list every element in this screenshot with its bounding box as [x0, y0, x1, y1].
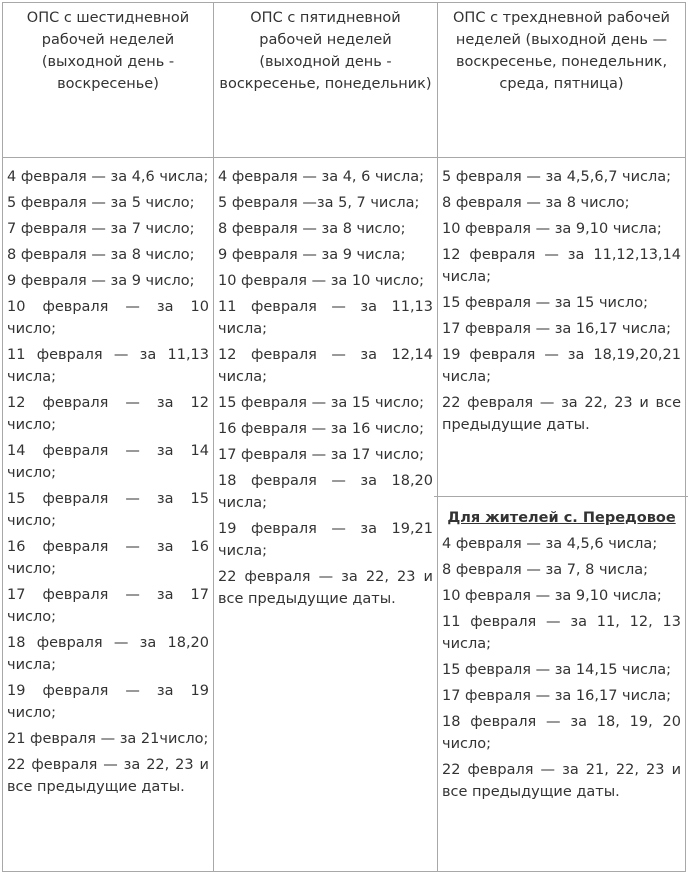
- schedule-entry: 22 февраля — за 21, 22, 23 и все предыдущие даты.: [442, 762, 681, 800]
- schedule-entry: 4 февраля — за 4, 6 числа;: [218, 169, 424, 185]
- header-six-day: ОПС с шестидневной рабочей неделей (выходной день - воскресенье): [3, 3, 214, 158]
- header-three-day: ОПС с трехдневной рабочей неделей (выходной день — воскресенье, понедельник, среда, пятница): [438, 3, 686, 158]
- header-row: [3, 3, 686, 158]
- schedule-entry: 12 февраля — за 12,14 числа;: [218, 347, 433, 385]
- schedule-entry: 12 февраля — за 12 число;: [7, 395, 209, 433]
- schedule-entry: 7 февраля — за 7 число;: [7, 221, 195, 237]
- schedule-entry: 11 февраля — за 11, 12, 13 числа;: [442, 614, 681, 652]
- six-day-schedule: [3, 158, 214, 872]
- schedule-entry: 5 февраля — за 5 число;: [7, 195, 195, 211]
- schedule-entry: 9 февраля — за 9 числа;: [218, 247, 406, 263]
- schedule-entry: 8 февраля — за 8 число;: [218, 221, 406, 237]
- schedule-entry: 4 февраля — за 4,6 числа;: [7, 169, 209, 185]
- schedule-entry: 22 февраля — за 22, 23 и все предыдущие даты.: [218, 569, 433, 607]
- schedule-entry: 11 февраля — за 11,13 числа;: [218, 299, 433, 337]
- schedule-entry: 22 февраля — за 22, 23 и все предыдущие даты.: [7, 757, 209, 795]
- schedule-entry: 21 февраля — за 21число;: [7, 731, 209, 747]
- schedule-entry: 9 февраля — за 9 число;: [7, 273, 195, 289]
- schedule-entry: 10 февраля — за 10 число;: [7, 299, 209, 337]
- section-divider: [434, 496, 688, 497]
- schedule-entry: 4 февраля — за 4,5,6 числа;: [442, 536, 658, 552]
- schedule-entry: 15 февраля — за 15 число;: [218, 395, 424, 411]
- schedule-entry: 19 февраля — за 19,21 числа;: [218, 521, 433, 559]
- schedule-entry: 16 февраля — за 16 число;: [218, 421, 424, 437]
- peredovoe-section: [438, 507, 685, 803]
- schedule-entry: 17 февраля — за 16,17 числа;: [442, 321, 672, 337]
- schedule-entry: 16 февраля — за 16 число;: [7, 539, 209, 577]
- schedule-entry: 17 февраля — за 17 число;: [218, 447, 424, 463]
- schedule-entry: 17 февраля — за 16,17 числа;: [442, 688, 672, 704]
- schedule-entry: 18 февраля — за 18, 19, 20 число;: [442, 714, 681, 752]
- schedule-entry: 14 февраля — за 14 число;: [7, 443, 209, 481]
- schedule-entry: 18 февраля — за 18,20 числа;: [7, 635, 209, 673]
- schedule-entry: 11 февраля — за 11,13 числа;: [7, 347, 209, 385]
- header-five-day: ОПС с пятидневной рабочей неделей (выходной день - воскресенье, понедельник): [214, 3, 438, 158]
- schedule-entry: 5 февраля —за 5, 7 числа;: [218, 195, 420, 211]
- schedule-entry: 15 февраля — за 15 число;: [442, 295, 648, 311]
- schedule-entry: 18 февраля — за 18,20 числа;: [218, 473, 433, 511]
- schedule-entry: 8 февраля — за 8 число;: [442, 195, 630, 211]
- schedule-entry: 10 февраля — за 9,10 числа;: [442, 588, 662, 604]
- peredovoe-heading: Для жителей с. Передовое: [447, 510, 676, 526]
- schedule-entry: 15 февраля — за 14,15 числа;: [442, 662, 672, 678]
- schedule-entry: 10 февраля — за 10 число;: [218, 273, 424, 289]
- schedule-table: [2, 2, 686, 872]
- schedule-entry: 19 февраля — за 18,19,20,21 числа;: [442, 347, 681, 385]
- five-day-schedule: [214, 158, 438, 872]
- three-day-schedule: [438, 158, 686, 872]
- schedule-entry: 8 февраля — за 7, 8 числа;: [442, 562, 648, 578]
- schedule-entry: 10 февраля — за 9,10 числа;: [442, 221, 662, 237]
- schedule-entry: 5 февраля — за 4,5,6,7 числа;: [442, 169, 672, 185]
- schedule-entry: 17 февраля — за 17 число;: [7, 587, 209, 625]
- schedule-entry: 8 февраля — за 8 число;: [7, 247, 195, 263]
- body-row: [3, 158, 686, 872]
- schedule-entry: 22 февраля — за 22, 23 и все предыдущие даты.: [442, 395, 681, 433]
- schedule-entry: 19 февраля — за 19 число;: [7, 683, 209, 721]
- schedule-entry: 12 февраля — за 11,12,13,14 числа;: [442, 247, 681, 285]
- schedule-entry: 15 февраля — за 15 число;: [7, 491, 209, 529]
